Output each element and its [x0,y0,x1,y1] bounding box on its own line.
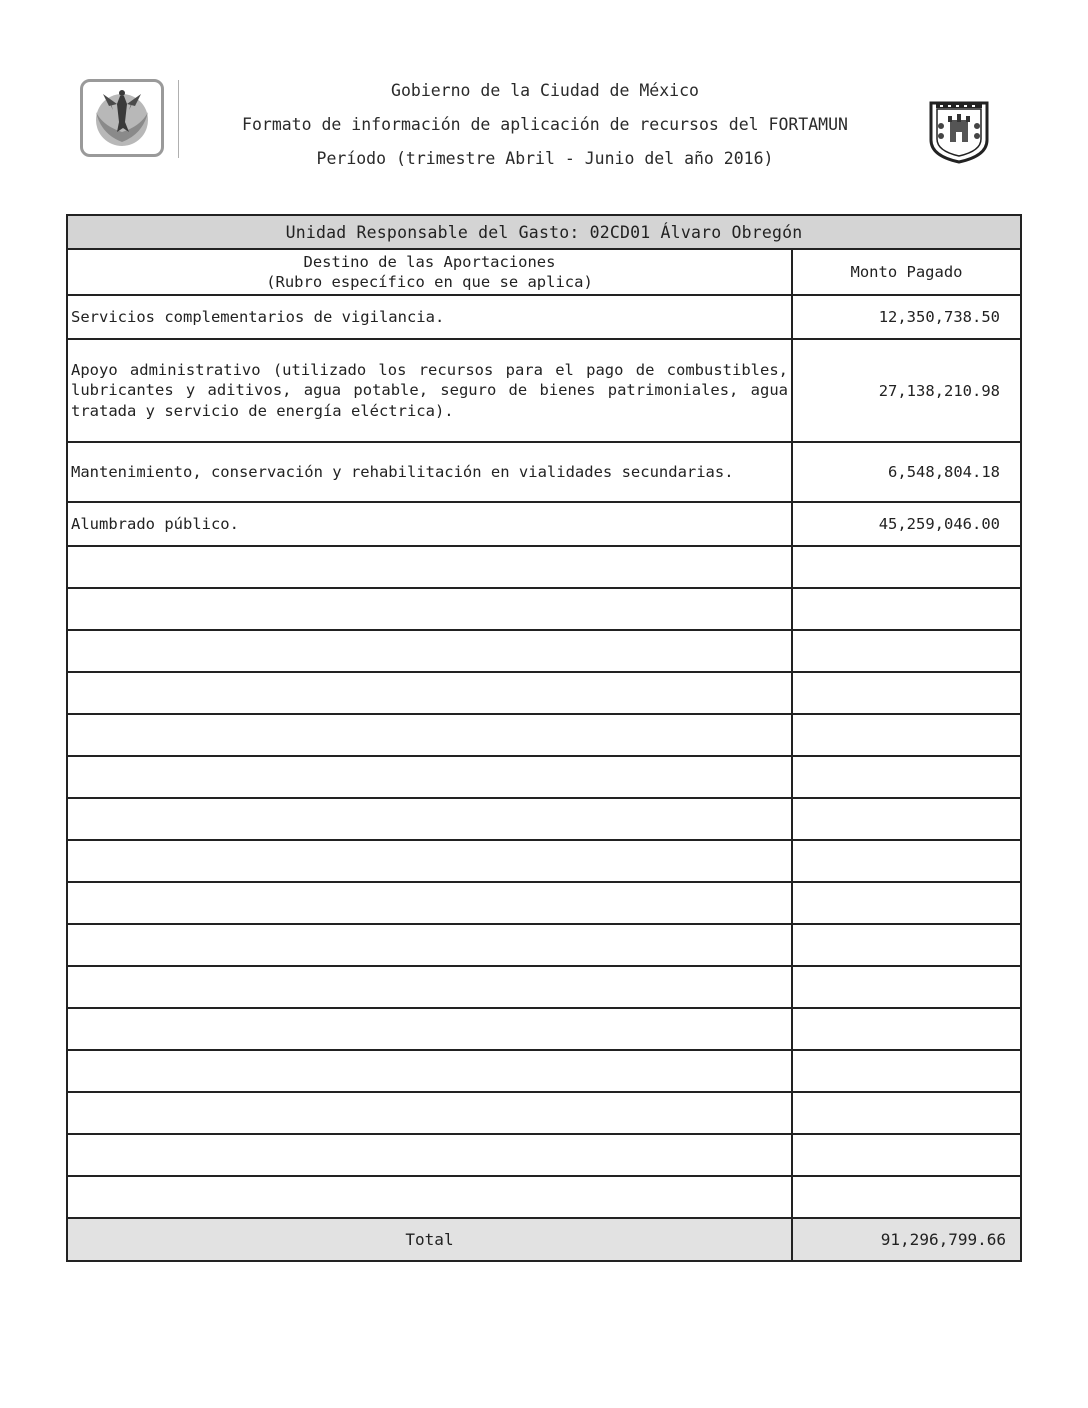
empty-row [67,1050,1021,1092]
empty-cell [67,1008,792,1050]
monto-cell: 6,548,804.18 [792,442,1021,502]
empty-cell [67,1176,792,1218]
empty-row [67,672,1021,714]
empty-cell [792,1008,1021,1050]
destino-cell: Mantenimiento, conservación y rehabilitación en vialidades secundarias. [67,442,792,502]
empty-row [67,1092,1021,1134]
destino-cell: Alumbrado público. [67,502,792,546]
empty-row [67,924,1021,966]
empty-cell [792,714,1021,756]
table-row [67,442,1021,502]
empty-cell [792,1176,1021,1218]
monto-cell: 27,138,210.98 [792,339,1021,442]
empty-row [67,714,1021,756]
column-header-destino-line1: Destino de las Aportaciones [303,253,556,271]
empty-cell [792,882,1021,924]
empty-cell [792,924,1021,966]
table-title-row [67,215,1021,249]
monto-cell: 45,259,046.00 [792,502,1021,546]
header-title-block [180,74,910,176]
empty-row [67,1134,1021,1176]
total-amount: 91,296,799.66 [792,1218,1021,1261]
column-header-destino-line2: (Rubro específico en que se aplica) [266,273,593,291]
empty-cell [67,966,792,1008]
empty-cell [792,1050,1021,1092]
empty-cell [792,546,1021,588]
empty-cell [67,840,792,882]
empty-row [67,630,1021,672]
header-government: Gobierno de la Ciudad de México [391,81,699,100]
empty-cell [792,588,1021,630]
table-row [67,295,1021,339]
total-label: Total [67,1218,792,1261]
empty-cell [792,756,1021,798]
unidad-responsable-title: Unidad Responsable del Gasto: 02CD01 Álvaro Obregón [67,215,1021,249]
table-row [67,339,1021,442]
empty-row [67,882,1021,924]
header-format-title: Formato de información de aplicación de recursos del FORTAMUN [242,115,848,134]
cdmx-coat-of-arms-icon [928,100,990,164]
empty-row [67,1176,1021,1218]
angel-emblem-icon [80,79,164,157]
document-header [0,0,1088,200]
empty-cell [792,840,1021,882]
fortamun-table [66,214,1022,1262]
empty-cell [67,714,792,756]
empty-cell [67,1050,792,1092]
empty-row [67,1008,1021,1050]
column-header-destino [67,249,792,295]
empty-row [67,840,1021,882]
column-header-monto: Monto Pagado [792,249,1021,295]
empty-cell [792,672,1021,714]
logo-divider [178,80,179,158]
empty-cell [792,1092,1021,1134]
empty-cell [67,630,792,672]
empty-row [67,756,1021,798]
empty-cell [792,966,1021,1008]
empty-cell [67,882,792,924]
table-row [67,502,1021,546]
empty-cell [67,1134,792,1176]
empty-row [67,966,1021,1008]
empty-row [67,588,1021,630]
empty-cell [67,672,792,714]
empty-row [67,546,1021,588]
destino-cell: Servicios complementarios de vigilancia. [67,295,792,339]
total-row [67,1218,1021,1261]
empty-cell [67,546,792,588]
empty-cell [67,798,792,840]
empty-cell [792,630,1021,672]
destino-cell: Apoyo administrativo (utilizado los recursos para el pago de combustibles, lubricantes y aditivos, agua potable, seguro de bienes patrimoniales, agua tratada y servicio de energía eléctrica). [67,339,792,442]
empty-cell [792,798,1021,840]
table-header-row [67,249,1021,295]
header-period: Período (trimestre Abril - Junio del año 2016) [316,149,774,168]
empty-cell [67,588,792,630]
empty-row [67,798,1021,840]
empty-cell [67,1092,792,1134]
empty-cell [67,924,792,966]
empty-cell [792,1134,1021,1176]
empty-cell [67,756,792,798]
monto-cell: 12,350,738.50 [792,295,1021,339]
